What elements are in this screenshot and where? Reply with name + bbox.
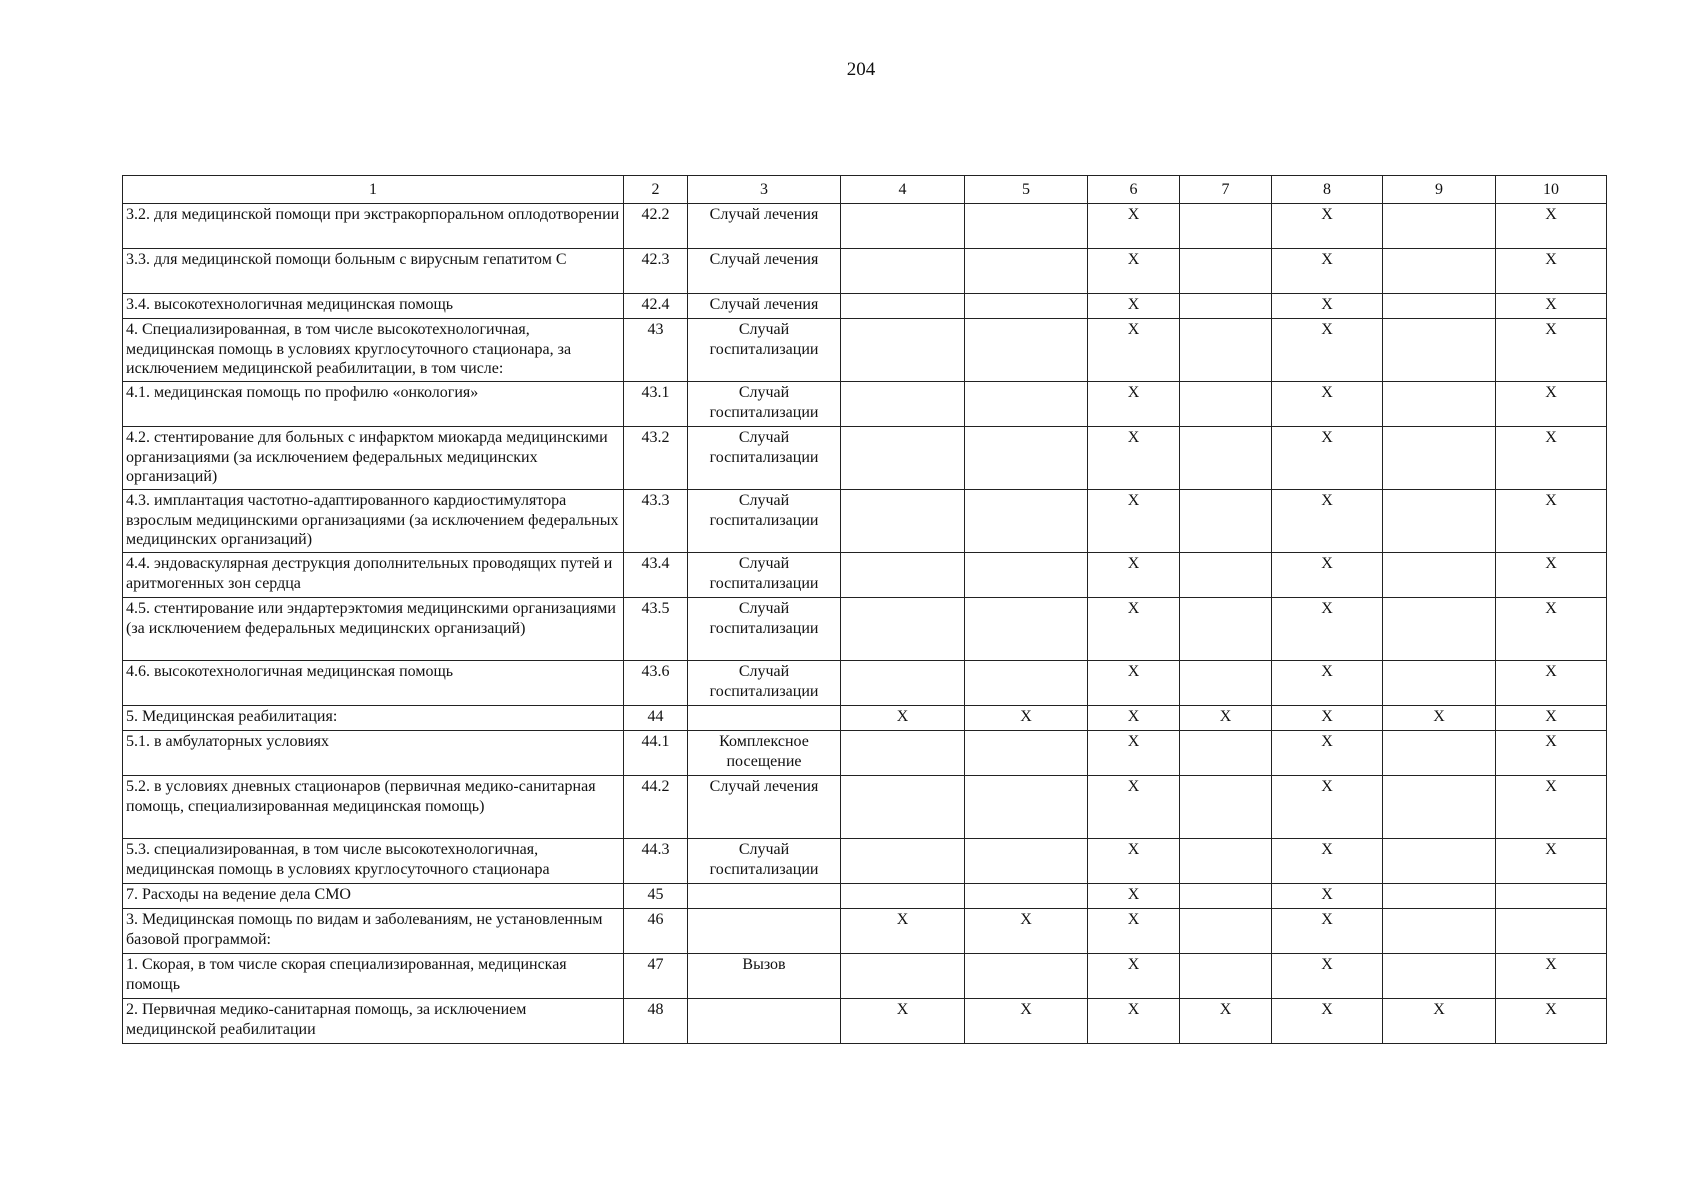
row-number-cell: 42.3 xyxy=(624,249,688,294)
mark-cell: X xyxy=(1272,731,1383,776)
table-row xyxy=(123,204,1607,249)
mark-cell: X xyxy=(1272,884,1383,909)
unit-cell xyxy=(688,884,841,909)
mark-cell: X xyxy=(1272,294,1383,319)
mark-cell: X xyxy=(1272,954,1383,999)
mark-cell xyxy=(1383,553,1496,598)
row-name-cell: 4.3. имплантация частотно-адаптированного кардиостимулятора взрослым медицинскими организациями (за исключением федеральных медицинских организаций) xyxy=(123,490,624,553)
row-name-cell: 4.5. стентирование или эндартерэктомия медицинскими организациями (за исключением федеральных медицинских организаций) xyxy=(123,598,624,661)
unit-cell xyxy=(688,706,841,731)
mark-cell xyxy=(1496,909,1607,954)
mark-cell xyxy=(841,954,965,999)
mark-cell xyxy=(1180,427,1272,490)
mark-cell: X xyxy=(1088,427,1180,490)
mark-cell: X xyxy=(1272,553,1383,598)
mark-cell xyxy=(1383,204,1496,249)
mark-cell: X xyxy=(1088,249,1180,294)
mark-cell xyxy=(1180,382,1272,427)
mark-cell xyxy=(1180,909,1272,954)
row-name-cell: 5.3. специализированная, в том числе высокотехнологичная, медицинская помощь в условиях круглосуточного стационара xyxy=(123,839,624,884)
mark-cell xyxy=(1383,598,1496,661)
mark-cell xyxy=(1180,294,1272,319)
row-number-cell: 43.3 xyxy=(624,490,688,553)
row-name-cell: 5. Медицинская реабилитация: xyxy=(123,706,624,731)
mark-cell xyxy=(1180,954,1272,999)
mark-cell: X xyxy=(1088,884,1180,909)
table-row xyxy=(123,490,1607,553)
mark-cell xyxy=(1180,731,1272,776)
unit-cell xyxy=(688,909,841,954)
column-header: 5 xyxy=(965,176,1088,204)
unit-cell: Случай госпитализации xyxy=(688,598,841,661)
table-row xyxy=(123,731,1607,776)
row-name-cell: 4.4. эндоваскулярная деструкция дополнительных проводящих путей и аритмогенных зон сердца xyxy=(123,553,624,598)
table-row xyxy=(123,382,1607,427)
row-number-cell: 44.1 xyxy=(624,731,688,776)
row-number-cell: 42.4 xyxy=(624,294,688,319)
mark-cell xyxy=(965,249,1088,294)
row-number-cell: 45 xyxy=(624,884,688,909)
unit-cell: Комплексное посещение xyxy=(688,731,841,776)
mark-cell: X xyxy=(1088,954,1180,999)
mark-cell: X xyxy=(1272,490,1383,553)
mark-cell: X xyxy=(1088,598,1180,661)
mark-cell: X xyxy=(965,706,1088,731)
row-name-cell: 5.2. в условиях дневных стационаров (первичная медико-санитарная помощь, специализированная медицинская помощь) xyxy=(123,776,624,839)
unit-cell: Случай лечения xyxy=(688,776,841,839)
mark-cell xyxy=(1383,427,1496,490)
mark-cell xyxy=(1180,661,1272,706)
unit-cell: Случай госпитализации xyxy=(688,382,841,427)
table-row xyxy=(123,249,1607,294)
mark-cell xyxy=(1383,909,1496,954)
mark-cell: X xyxy=(1496,249,1607,294)
mark-cell xyxy=(841,598,965,661)
mark-cell xyxy=(965,954,1088,999)
mark-cell: X xyxy=(1088,382,1180,427)
mark-cell: X xyxy=(1088,776,1180,839)
mark-cell: X xyxy=(1496,706,1607,731)
mark-cell: X xyxy=(1088,553,1180,598)
mark-cell xyxy=(965,294,1088,319)
row-number-cell: 43 xyxy=(624,319,688,382)
unit-cell: Случай лечения xyxy=(688,249,841,294)
mark-cell xyxy=(841,884,965,909)
mark-cell: X xyxy=(1272,999,1383,1044)
mark-cell: X xyxy=(1088,661,1180,706)
column-header: 3 xyxy=(688,176,841,204)
table-row xyxy=(123,294,1607,319)
mark-cell xyxy=(1383,249,1496,294)
mark-cell xyxy=(1383,731,1496,776)
mark-cell xyxy=(841,553,965,598)
row-number-cell: 43.4 xyxy=(624,553,688,598)
mark-cell: X xyxy=(1272,249,1383,294)
row-name-cell: 3.3. для медицинской помощи больным с вирусным гепатитом С xyxy=(123,249,624,294)
mark-cell xyxy=(841,661,965,706)
mark-cell: X xyxy=(1272,706,1383,731)
mark-cell: X xyxy=(965,909,1088,954)
mark-cell xyxy=(1180,204,1272,249)
mark-cell: X xyxy=(1272,909,1383,954)
mark-cell xyxy=(965,319,1088,382)
column-header: 7 xyxy=(1180,176,1272,204)
mark-cell: X xyxy=(1496,598,1607,661)
mark-cell xyxy=(841,776,965,839)
table-row xyxy=(123,553,1607,598)
column-header: 9 xyxy=(1383,176,1496,204)
mark-cell: X xyxy=(841,999,965,1044)
column-header: 10 xyxy=(1496,176,1607,204)
mark-cell: X xyxy=(1383,706,1496,731)
unit-cell: Случай лечения xyxy=(688,294,841,319)
mark-cell: X xyxy=(1496,294,1607,319)
column-header: 1 xyxy=(123,176,624,204)
row-name-cell: 4. Специализированная, в том числе высокотехнологичная, медицинская помощь в условиях круглосуточного стационара, за исключением медицинской реабилитации, в том числе: xyxy=(123,319,624,382)
table-row xyxy=(123,954,1607,999)
mark-cell xyxy=(965,490,1088,553)
column-header: 8 xyxy=(1272,176,1383,204)
mark-cell: X xyxy=(1088,731,1180,776)
unit-cell: Случай госпитализации xyxy=(688,661,841,706)
unit-cell: Вызов xyxy=(688,954,841,999)
table-row xyxy=(123,909,1607,954)
mark-cell: X xyxy=(1088,319,1180,382)
mark-cell: X xyxy=(1272,776,1383,839)
mark-cell: X xyxy=(1496,839,1607,884)
unit-cell: Случай госпитализации xyxy=(688,839,841,884)
row-number-cell: 48 xyxy=(624,999,688,1044)
mark-cell: X xyxy=(1496,553,1607,598)
row-number-cell: 43.5 xyxy=(624,598,688,661)
table-row xyxy=(123,427,1607,490)
mark-cell xyxy=(1383,661,1496,706)
mark-cell: X xyxy=(1272,319,1383,382)
row-number-cell: 44.3 xyxy=(624,839,688,884)
mark-cell: X xyxy=(1272,204,1383,249)
unit-cell: Случай лечения xyxy=(688,204,841,249)
mark-cell: X xyxy=(1180,706,1272,731)
mark-cell: X xyxy=(1496,954,1607,999)
mark-cell: X xyxy=(1180,999,1272,1044)
mark-cell: X xyxy=(1272,382,1383,427)
mark-cell xyxy=(841,204,965,249)
page-number: 204 xyxy=(846,59,876,80)
mark-cell xyxy=(1180,598,1272,661)
mark-cell xyxy=(965,839,1088,884)
mark-cell xyxy=(1383,319,1496,382)
row-number-cell: 47 xyxy=(624,954,688,999)
mark-cell: X xyxy=(1496,204,1607,249)
row-name-cell: 4.6. высокотехнологичная медицинская помощь xyxy=(123,661,624,706)
mark-cell: X xyxy=(841,706,965,731)
table-row xyxy=(123,839,1607,884)
table-row xyxy=(123,884,1607,909)
row-number-cell: 42.2 xyxy=(624,204,688,249)
mark-cell xyxy=(965,204,1088,249)
mark-cell: X xyxy=(1496,490,1607,553)
row-name-cell: 2. Первичная медико-санитарная помощь, за исключением медицинской реабилитации xyxy=(123,999,624,1044)
mark-cell xyxy=(1496,884,1607,909)
mark-cell xyxy=(965,553,1088,598)
mark-cell: X xyxy=(1496,999,1607,1044)
mark-cell xyxy=(1180,490,1272,553)
mark-cell xyxy=(1383,884,1496,909)
unit-cell xyxy=(688,999,841,1044)
row-number-cell: 44 xyxy=(624,706,688,731)
mark-cell xyxy=(841,839,965,884)
row-number-cell: 43.2 xyxy=(624,427,688,490)
row-name-cell: 3. Медицинская помощь по видам и заболеваниям, не установленным базовой программой: xyxy=(123,909,624,954)
mark-cell xyxy=(841,294,965,319)
table-row xyxy=(123,776,1607,839)
mark-cell: X xyxy=(1088,839,1180,884)
mark-cell xyxy=(965,427,1088,490)
mark-cell: X xyxy=(1088,706,1180,731)
mark-cell xyxy=(1383,776,1496,839)
mark-cell xyxy=(1180,249,1272,294)
mark-cell xyxy=(1383,382,1496,427)
mark-cell xyxy=(1180,884,1272,909)
mark-cell xyxy=(1180,553,1272,598)
mark-cell xyxy=(1383,294,1496,319)
table-body xyxy=(123,204,1607,1044)
row-name-cell: 5.1. в амбулаторных условиях xyxy=(123,731,624,776)
unit-cell: Случай госпитализации xyxy=(688,490,841,553)
row-name-cell: 1. Скорая, в том числе скорая специализированная, медицинская помощь xyxy=(123,954,624,999)
mark-cell: X xyxy=(1496,776,1607,839)
row-number-cell: 43.6 xyxy=(624,661,688,706)
mark-cell xyxy=(841,427,965,490)
row-number-cell: 44.2 xyxy=(624,776,688,839)
mark-cell: X xyxy=(965,999,1088,1044)
mark-cell: X xyxy=(1272,427,1383,490)
mark-cell: X xyxy=(1088,490,1180,553)
mark-cell xyxy=(841,731,965,776)
data-table xyxy=(122,175,1607,1044)
mark-cell xyxy=(841,382,965,427)
mark-cell xyxy=(965,776,1088,839)
mark-cell: X xyxy=(1272,598,1383,661)
row-name-cell: 3.2. для медицинской помощи при экстракорпоральном оплодотворении xyxy=(123,204,624,249)
unit-cell: Случай госпитализации xyxy=(688,553,841,598)
mark-cell: X xyxy=(1088,999,1180,1044)
mark-cell xyxy=(965,598,1088,661)
mark-cell xyxy=(1383,839,1496,884)
unit-cell: Случай госпитализации xyxy=(688,427,841,490)
mark-cell xyxy=(965,382,1088,427)
table-row xyxy=(123,706,1607,731)
row-name-cell: 7. Расходы на ведение дела СМО xyxy=(123,884,624,909)
mark-cell xyxy=(965,661,1088,706)
mark-cell: X xyxy=(1088,294,1180,319)
row-name-cell: 4.1. медицинская помощь по профилю «онкология» xyxy=(123,382,624,427)
mark-cell xyxy=(841,319,965,382)
mark-cell: X xyxy=(1496,382,1607,427)
mark-cell xyxy=(841,249,965,294)
table-row xyxy=(123,661,1607,706)
row-name-cell: 3.4. высокотехнологичная медицинская помощь xyxy=(123,294,624,319)
row-number-cell: 43.1 xyxy=(624,382,688,427)
mark-cell: X xyxy=(1088,204,1180,249)
mark-cell xyxy=(965,884,1088,909)
mark-cell: X xyxy=(1496,427,1607,490)
mark-cell xyxy=(965,731,1088,776)
mark-cell xyxy=(1180,319,1272,382)
mark-cell: X xyxy=(1496,731,1607,776)
mark-cell xyxy=(841,490,965,553)
row-number-cell: 46 xyxy=(624,909,688,954)
mark-cell: X xyxy=(1383,999,1496,1044)
unit-cell: Случай госпитализации xyxy=(688,319,841,382)
column-header: 6 xyxy=(1088,176,1180,204)
mark-cell xyxy=(1383,490,1496,553)
table-row xyxy=(123,319,1607,382)
header-row xyxy=(123,176,1607,204)
table-row xyxy=(123,598,1607,661)
table-row xyxy=(123,999,1607,1044)
mark-cell: X xyxy=(1088,909,1180,954)
mark-cell: X xyxy=(1272,661,1383,706)
mark-cell xyxy=(1180,839,1272,884)
mark-cell: X xyxy=(1496,319,1607,382)
column-header: 4 xyxy=(841,176,965,204)
mark-cell xyxy=(1180,776,1272,839)
mark-cell: X xyxy=(1272,839,1383,884)
mark-cell: X xyxy=(1496,661,1607,706)
mark-cell: X xyxy=(841,909,965,954)
row-name-cell: 4.2. стентирование для больных с инфарктом миокарда медицинскими организациями (за исключением федеральных медицинских организаций) xyxy=(123,427,624,490)
column-header: 2 xyxy=(624,176,688,204)
mark-cell xyxy=(1383,954,1496,999)
